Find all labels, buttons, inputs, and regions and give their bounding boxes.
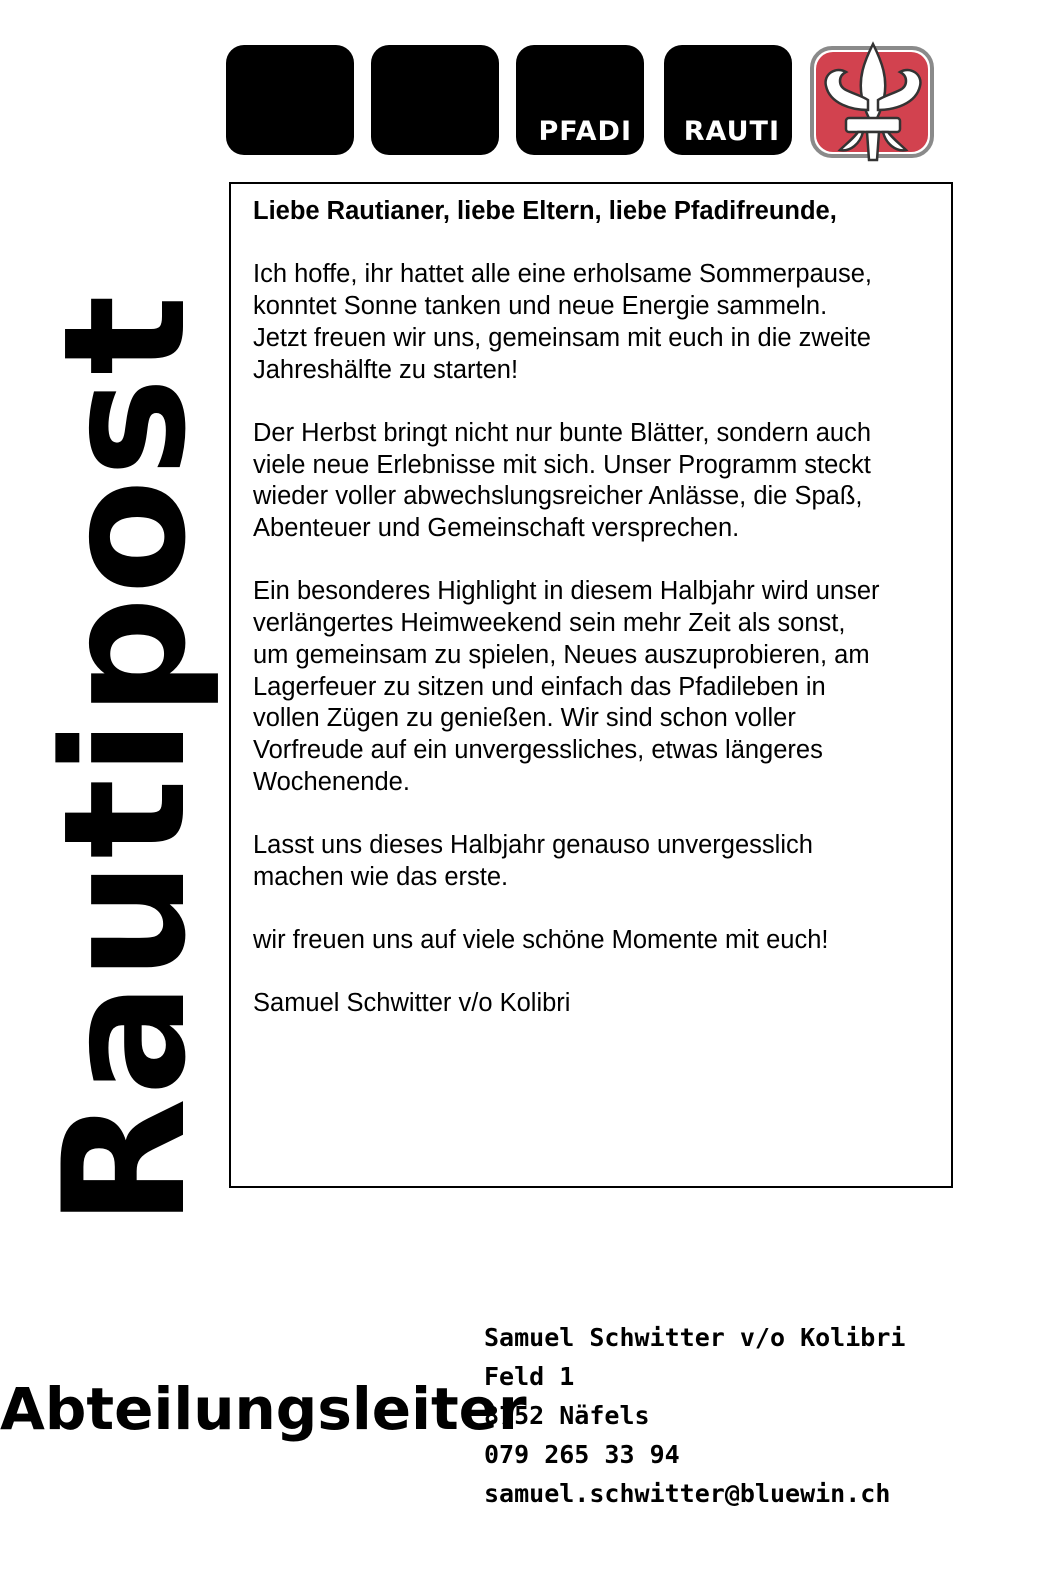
- contact-phone: 079 265 33 94: [484, 1440, 680, 1469]
- letter-paragraph-5: wir freuen uns auf viele schöne Momente mit euch!: [253, 926, 829, 955]
- header-tile-rauti: [664, 45, 792, 155]
- header-tile-label-pfadi: PFADI: [538, 116, 632, 147]
- letter-line: Wochenende.: [253, 767, 410, 796]
- letter-line: Ein besonderes Highlight in diesem Halbjahr wird unser: [253, 577, 880, 606]
- header-tile-label-rauti: RAUTI: [683, 116, 780, 147]
- letter-signature: Samuel Schwitter v/o Kolibri: [253, 989, 571, 1018]
- header-tile-2: [371, 45, 499, 155]
- letter-line: Der Herbst bringt nicht nur bunte Blätter, sondern auch: [253, 418, 872, 447]
- letter-paragraph-1: [253, 259, 931, 386]
- letter-line: Ich hoffe, ihr hattet alle eine erholsame Sommerpause,: [253, 260, 872, 289]
- letter-paragraph-2: [253, 418, 931, 545]
- role-title: Abteilungsleiter: [0, 1375, 527, 1443]
- contact-email[interactable]: samuel.schwitter@bluewin.ch: [484, 1479, 891, 1508]
- letter-line: Jahreshälfte zu starten!: [253, 355, 519, 384]
- letter-line: wieder voller abwechslungsreicher Anlässe, die Spaß,: [253, 482, 863, 511]
- letter-paragraph-3: [253, 576, 931, 798]
- letter-line: Jetzt freuen wir uns, gemeinsam mit euch in die zweite: [253, 323, 871, 352]
- letter-line: vollen Zügen zu genießen. Wir sind schon voller: [253, 704, 796, 733]
- letter-line: Lagerfeuer zu sitzen und einfach das Pfadileben in: [253, 672, 826, 701]
- letter-box: [229, 182, 953, 1188]
- newsletter-title: Rautipost: [27, 292, 223, 1228]
- letter-line: verlängertes Heimweekend sein mehr Zeit als sonst,: [253, 609, 846, 638]
- letter-line: Lasst uns dieses Halbjahr genauso unvergesslich: [253, 831, 813, 859]
- letter-line: konntet Sonne tanken und neue Energie sammeln.: [253, 292, 828, 321]
- contact-block: [484, 1318, 905, 1513]
- letter-line: viele neue Erlebnisse mit sich. Unser Programm steckt: [253, 450, 871, 479]
- letter-line: machen wie das erste.: [253, 862, 509, 891]
- contact-name: Samuel Schwitter v/o Kolibri: [484, 1323, 906, 1352]
- letter-line: um gemeinsam zu spielen, Neues auszuprobieren, am: [253, 640, 870, 669]
- letter-greeting: Liebe Rautianer, liebe Eltern, liebe Pfadifreunde,: [253, 197, 837, 225]
- letter-paragraph-4: [253, 830, 931, 893]
- fleur-de-lis-logo-icon: [808, 40, 938, 165]
- header-tile-pfadi: [516, 45, 644, 155]
- header-tile-1: [226, 45, 354, 155]
- letter-line: Abenteuer und Gemeinschaft versprechen.: [253, 514, 740, 542]
- contact-street: Feld 1: [484, 1362, 575, 1391]
- contact-city: 8752 Näfels: [484, 1401, 650, 1430]
- letter-line: Vorfreude auf ein unvergessliches, etwas längeres: [253, 735, 823, 764]
